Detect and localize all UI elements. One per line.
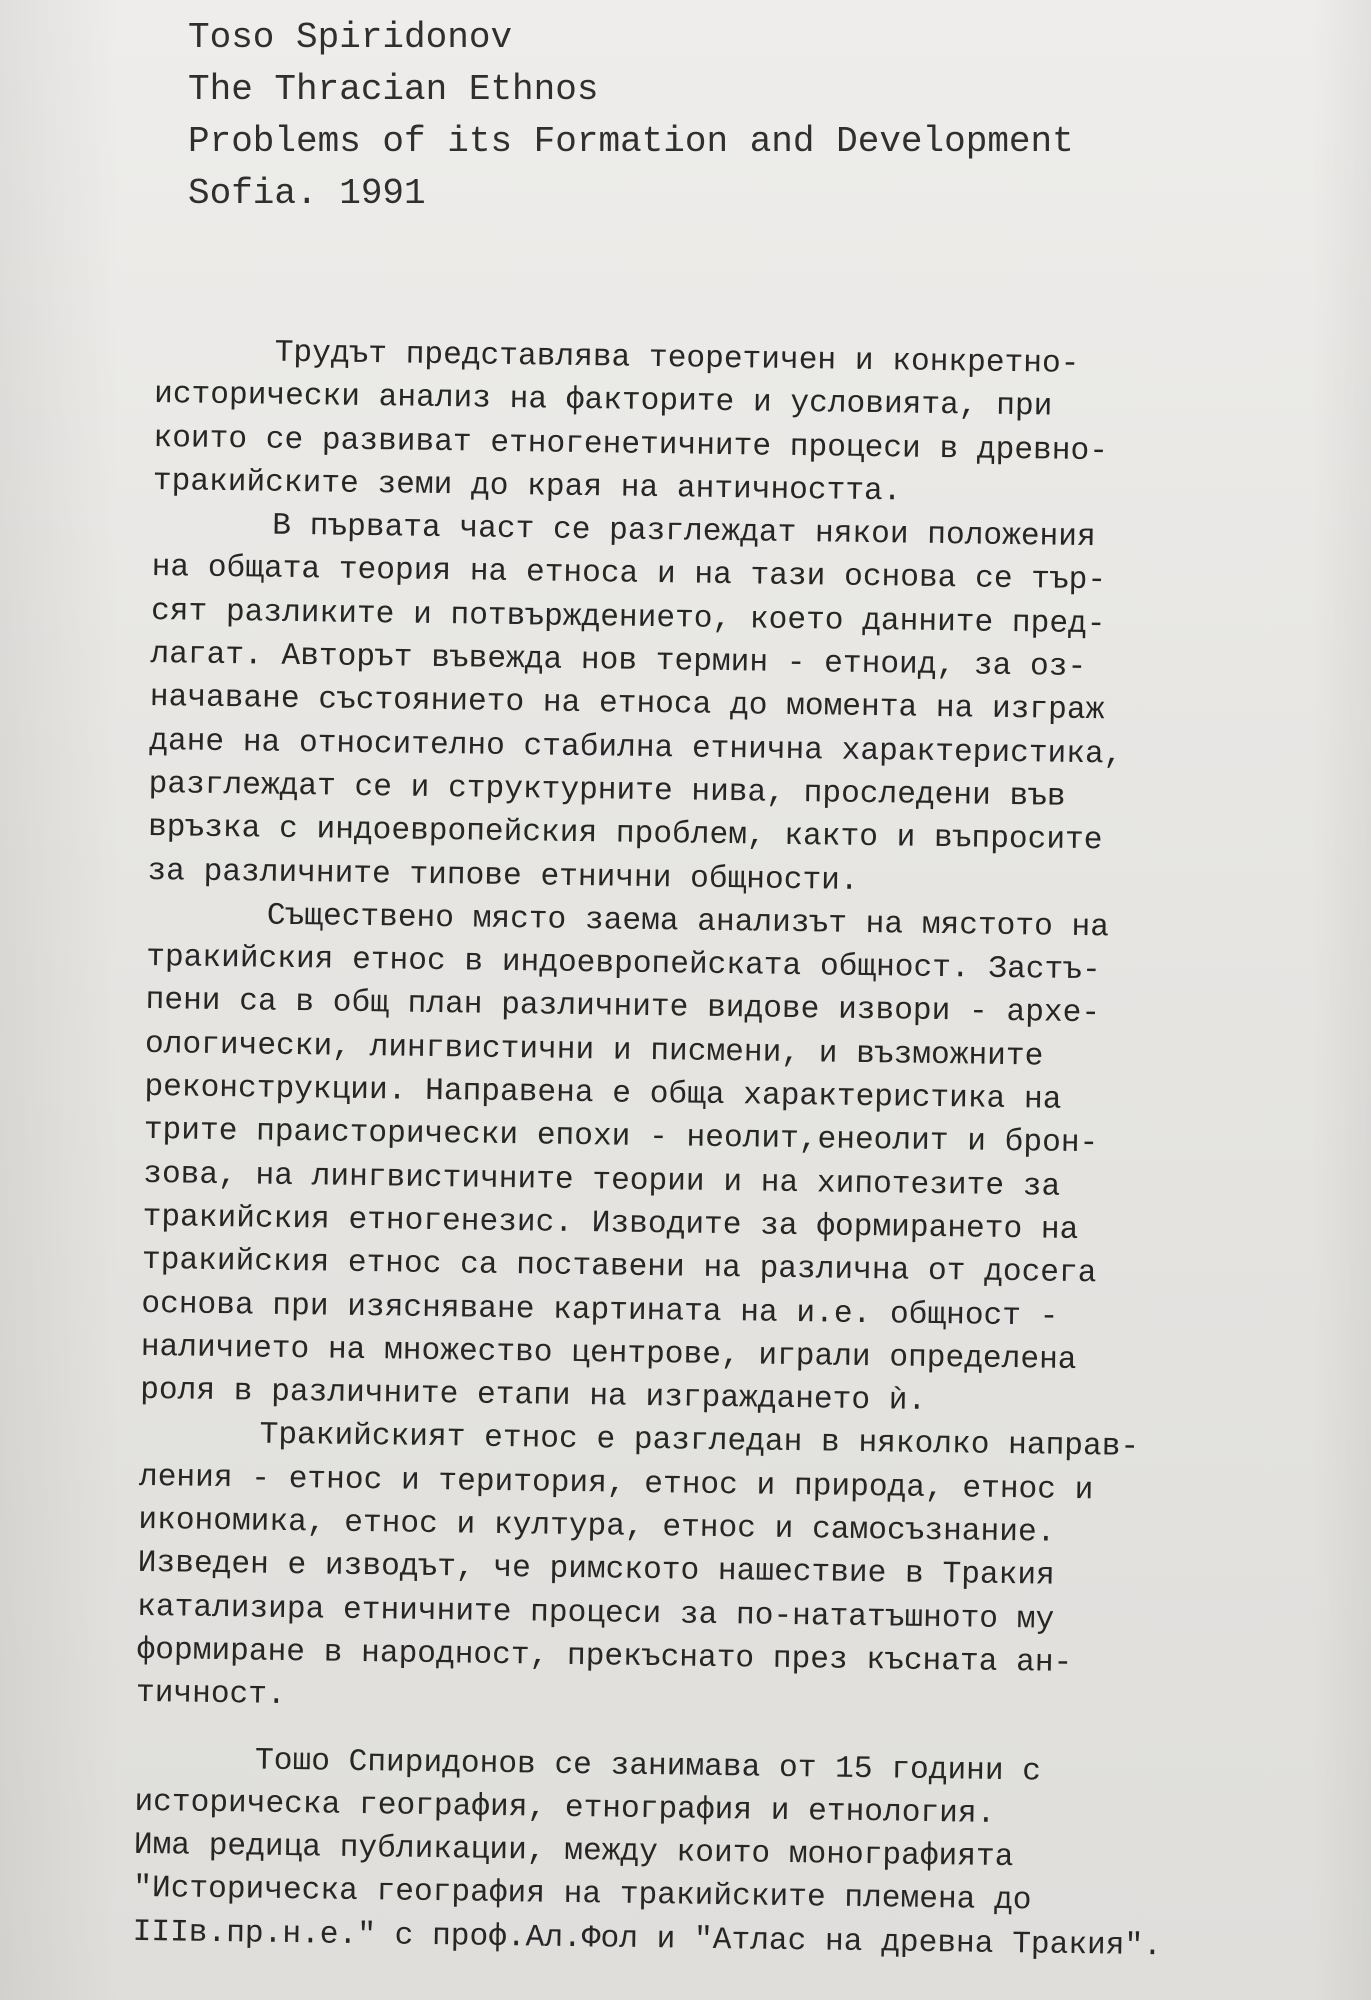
text-line: исторически анализ на факторите и условията, при: [153, 377, 1053, 425]
text-line: на общата теория на етноса и на тази основа се тър-: [151, 550, 1107, 599]
text-line: тичност.: [135, 1676, 286, 1714]
text-line: IIIв.пр.н.е." с проф.Ал.Фол и "Атлас на древна Тракия".: [132, 1914, 1163, 1964]
text-line: разглеждат се и структурните нива, проследени във: [148, 766, 1066, 815]
text-line: роля в различните етапи на изграждането ѝ.: [139, 1373, 927, 1419]
text-line: ления - етнос и територия, етнос и природа, етнос и: [138, 1459, 1094, 1508]
paragraph-part-one: [147, 503, 1272, 908]
text-line: основа при изясняване картината на и.е. общност -: [141, 1286, 1059, 1335]
text-line: трите праисторически епохи - неолит,енеолит и брон-: [143, 1113, 1099, 1162]
page-shadow-right: [1311, 0, 1371, 2000]
text-line: тракийския етнос в индоевропейската общност. Застъ-: [145, 940, 1101, 989]
text-line: тракийския етногенезис. Изводите за формирането на: [142, 1199, 1079, 1248]
text-line: наличието на множество центрове, играли определена: [140, 1329, 1077, 1378]
text-line: Трудът представлява теоретичен и конкретно-: [274, 335, 1080, 382]
text-line: сят разликите и потвърждението, което данните пред-: [150, 593, 1106, 643]
text-line: начаване състоянието на етноса до момента на изграж: [149, 680, 1105, 729]
book-subtitle: Problems of its Formation and Development: [188, 121, 1074, 162]
text-line: Има редица публикации, между които монографията: [133, 1827, 1014, 1876]
abstract-text: [132, 330, 1275, 1969]
text-line: дане на относително стабилна етнична характеристика,: [149, 723, 1123, 773]
page-shadow-left: [0, 0, 120, 2000]
text-line: лагат. Авторът въвежда нов термин - етноид, за оз-: [150, 637, 1087, 686]
paragraph-author-bio: [132, 1737, 1255, 1969]
publication-place-year: Sofia. 1991: [188, 173, 426, 214]
text-line: тракийския етнос са поставени на различна от досега: [141, 1243, 1097, 1292]
text-line: формиране в народност, прекъснато през късната ан-: [136, 1632, 1073, 1681]
text-line: Изведен е изводът, че римското нашествие в Тракия: [137, 1546, 1055, 1594]
text-line: Тракийският етнос е разгледан в няколко направ-: [259, 1417, 1140, 1466]
text-line: които се развиват етногенетичните процеси в древно-: [153, 420, 1109, 469]
text-line: икономика, етнос и култура, етнос и самосъзнание.: [138, 1502, 1056, 1551]
text-line: връзка с индоевропейския проблем, както и въпросите: [147, 810, 1103, 859]
text-line: "Историческа география на тракийските племена до: [132, 1871, 1032, 1919]
text-line: пени са в общ план различните видове извори - архе-: [145, 983, 1101, 1032]
text-line: ологически, лингвистични и писмени, и възможните: [144, 1026, 1044, 1075]
paragraph-indo-european: [140, 893, 1267, 1428]
paragraph-thracian-ethnos: [136, 1412, 1260, 1731]
text-line: Тошо Спиридонов се занимава от 15 години с: [254, 1743, 1042, 1790]
text-line: катализира етничните процеси за по-нататъшното му: [136, 1589, 1055, 1638]
paragraph-overview: [153, 330, 1275, 519]
bibliographic-header: [188, 12, 1074, 220]
text-line: за различните типове етнични общности.: [147, 853, 859, 899]
book-title: The Thracian Ethnos: [188, 69, 599, 110]
text-line: зова, на лингвистичните теории и на хипотезите за: [142, 1156, 1061, 1205]
text-line: В първата част се разглеждат някои положения: [272, 508, 1096, 556]
text-line: реконструкции. Направена е обща характеристика на: [144, 1069, 1062, 1118]
text-line: историческа география, етнография и етнология.: [134, 1784, 996, 1832]
text-line: тракийските земи до края на античността.: [152, 463, 902, 510]
text-line: Съществено място заема анализът на мястото на: [266, 898, 1110, 946]
author-name: Toso Spiridonov: [188, 17, 513, 58]
